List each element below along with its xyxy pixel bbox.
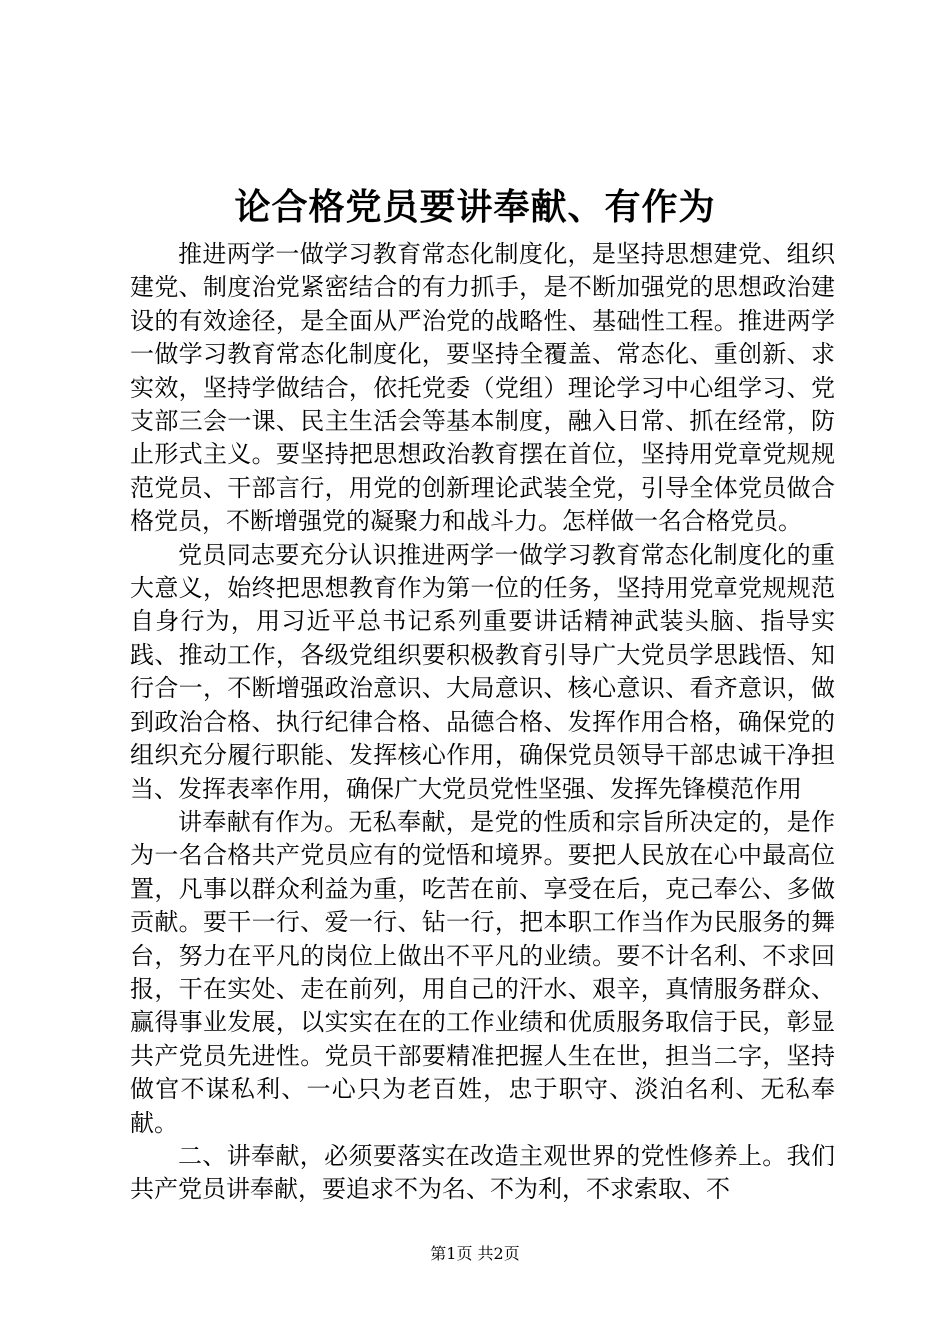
- document-title: 论合格党员要讲奉献、有作为: [234, 186, 716, 228]
- paragraph-1: 推进两学一做学习教育常态化制度化，是坚持思想建党、组织建党、制度治党紧密结合的有力抓手，是不断加强党的思想政治建设的有效途径，是全面从严治党的战略性、基础性工程。推进两学一做学习教育常态化制度化，要坚持全覆盖、常态化、重创新、求实效，坚持学做结合，依托党委（党组）理论学习中心组学习、党支部三会一课、民主生活会等基本制度，融入日常、抓在经常，防止形式主义。要坚持把思想政治教育摆在首位，坚持用党章党规规范党员、干部言行，用党的创新理论武装全党，引导全体党员做合格党员，不断增强党的凝聚力和战斗力。怎样做一名合格党员。: [130, 240, 835, 536]
- paragraph-2: 党员同志要充分认识推进两学一做学习教育常态化制度化的重大意义，始终把思想教育作为第一位的任务，坚持用党章党规规范自身行为，用习近平总书记系列重要讲话精神武装头脑、指导实践、推动工作，各级党组织要积极教育引导广大党员学思践悟、知行合一，不断增强政治意识、大局意识、核心意识、看齐意识，做到政治合格、执行纪律合格、品德合格、发挥作用合格，确保党的组织充分履行职能、发挥核心作用，确保党员领导干部忠诚干净担当、发挥表率作用，确保广大党员党性坚强、发挥先锋模范作用: [130, 540, 835, 803]
- paragraph-3: 讲奉献有作为。无私奉献，是党的性质和宗旨所决定的，是作为一名合格共产党员应有的觉悟和境界。要把人民放在心中最高位置，凡事以群众利益为重，吃苦在前、享受在后，克己奉公、多做贡献。要干一行、爱一行、钻一行，把本职工作当作为民服务的舞台，努力在平凡的岗位上做出不平凡的业绩。要不计名利、不求回报，干在实处、走在前列，用自己的汗水、艰辛，真情服务群众、赢得事业发展，以实实在在的工作业绩和优质服务取信于民，彰显共产党员先进性。党员干部要精准把握人生在世，担当二字，坚持做官不谋私利、一心只为老百姓，忠于职守、淡泊名利、无私奉献。: [130, 807, 835, 1137]
- document-body: [130, 238, 835, 1207]
- paragraph-4: 二、讲奉献，必须要落实在改造主观世界的党性修养上。我们共产党员讲奉献，要追求不为名、不为利，不求索取、不: [130, 1141, 835, 1204]
- page-number-footer: 第1页 共2页: [430, 1244, 520, 1263]
